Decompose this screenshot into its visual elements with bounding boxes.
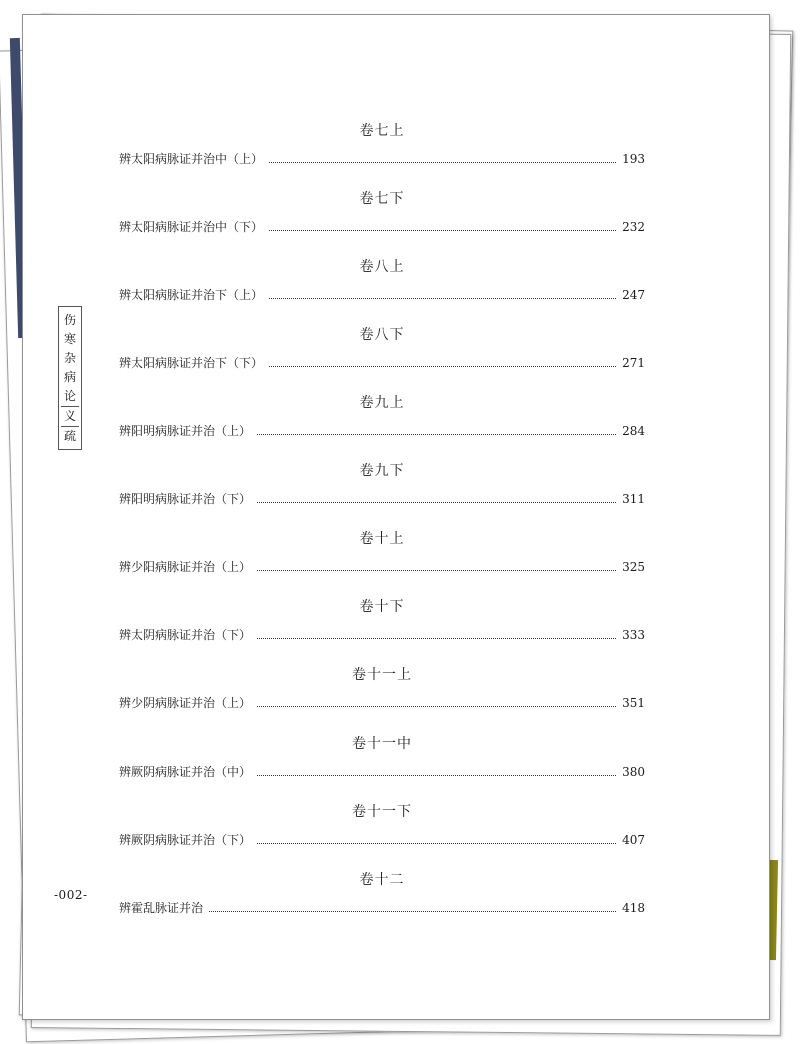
volume-heading: 卷七下 xyxy=(359,191,405,207)
volume-heading: 卷九下 xyxy=(359,463,405,479)
toc-entry-page: 407 xyxy=(622,833,645,847)
volume-heading: 卷八上 xyxy=(359,259,405,275)
toc-entry-title: 辨太阳病脉证并治中（下） xyxy=(119,220,264,234)
leader-dots xyxy=(257,433,616,435)
side-label-char: 病 xyxy=(63,370,76,384)
volume-heading: 卷十一中 xyxy=(352,736,412,752)
toc-entry-title: 辨厥阴病脉证并治（下） xyxy=(119,833,252,847)
toc-entry-title: 辨阳明病脉证并治（上） xyxy=(119,424,252,438)
page-number: -002- xyxy=(54,888,88,902)
volume-heading: 卷九上 xyxy=(359,395,405,411)
toc-entry-title: 辨少阴病脉证并治（上） xyxy=(119,696,252,710)
side-label-char: 义 xyxy=(61,406,79,427)
toc-entry-page: 418 xyxy=(622,901,645,915)
toc-entry-title: 辨太阳病脉证并治中（上） xyxy=(119,152,264,166)
side-label-char: 疏 xyxy=(63,429,76,443)
leader-dots xyxy=(269,161,616,163)
side-label-char: 伤 xyxy=(63,313,76,327)
toc-entry-page: 284 xyxy=(622,424,645,438)
toc-entry-page: 271 xyxy=(622,356,645,370)
toc-entry-title: 辨少阳病脉证并治（上） xyxy=(119,560,252,574)
volume-heading: 卷十下 xyxy=(359,599,405,615)
leader-dots xyxy=(257,501,616,503)
toc-entry[interactable] xyxy=(119,490,645,506)
volume-heading: 卷七上 xyxy=(359,123,405,139)
leader-dots xyxy=(257,842,616,844)
volume-heading: 卷十一上 xyxy=(352,667,412,683)
toc-entry[interactable] xyxy=(119,286,645,302)
volume-heading: 卷八下 xyxy=(359,327,405,343)
toc-entry-page: 232 xyxy=(622,220,645,234)
volume-heading: 卷十一下 xyxy=(352,804,412,820)
leader-dots xyxy=(269,297,616,299)
toc-entry[interactable] xyxy=(119,354,645,370)
toc-entry-title: 辨太阴病脉证并治（下） xyxy=(119,628,252,642)
toc-entry-title: 辨阳明病脉证并治（下） xyxy=(119,492,252,506)
volume-heading: 卷十二 xyxy=(359,872,405,888)
book-title-side-label xyxy=(58,306,82,450)
leader-dots xyxy=(257,569,616,571)
leader-dots xyxy=(269,229,616,231)
leader-dots xyxy=(257,774,616,776)
toc-entry-page: 193 xyxy=(622,152,645,166)
toc-entry-page: 380 xyxy=(622,765,645,779)
toc-entry[interactable] xyxy=(119,763,645,779)
side-label-char: 杂 xyxy=(63,351,76,365)
leader-dots xyxy=(269,365,616,367)
toc-entry[interactable] xyxy=(119,150,645,166)
toc-entry-page: 311 xyxy=(622,492,645,506)
toc-entry[interactable] xyxy=(119,694,645,710)
volume-heading: 卷十上 xyxy=(359,531,405,547)
toc-entry[interactable] xyxy=(119,899,645,915)
leader-dots xyxy=(257,705,616,707)
toc-entry-page: 325 xyxy=(622,560,645,574)
toc-entry-page: 333 xyxy=(622,628,645,642)
leader-dots xyxy=(209,910,616,912)
toc-entry[interactable] xyxy=(119,422,645,438)
side-label-char: 论 xyxy=(63,389,76,403)
side-label-char: 寒 xyxy=(63,332,76,346)
toc-entry[interactable] xyxy=(119,831,645,847)
toc-entry-title: 辨太阳病脉证并治下（上） xyxy=(119,288,264,302)
toc-entry-title: 辨厥阴病脉证并治（中） xyxy=(119,765,252,779)
toc-entry-title: 辨霍乱脉证并治 xyxy=(119,901,204,915)
toc-entry-page: 247 xyxy=(622,288,645,302)
leader-dots xyxy=(257,637,616,639)
toc-entry[interactable] xyxy=(119,218,645,234)
toc-entry-title: 辨太阳病脉证并治下（下） xyxy=(119,356,264,370)
toc-entry-page: 351 xyxy=(622,696,645,710)
toc-entry[interactable] xyxy=(119,558,645,574)
toc-entry[interactable] xyxy=(119,626,645,642)
